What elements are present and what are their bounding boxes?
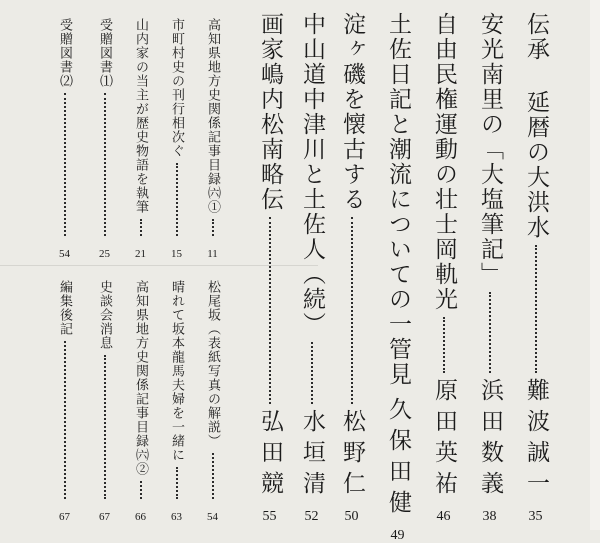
toc-entry-top	[98, 18, 111, 260]
entry-page: 54	[207, 511, 218, 523]
toc-entry-bottom	[98, 280, 111, 523]
page-edge	[590, 0, 600, 530]
entry-page: 35	[528, 509, 543, 524]
entry-page: 11	[207, 248, 218, 260]
toc-entry-bottom	[58, 280, 71, 523]
entry-title: 高知県地方史関係記事目録㈥①	[205, 18, 220, 214]
toc-entry-top	[134, 18, 147, 260]
entry-title: 自由民権運動の壮士岡軌光	[431, 12, 457, 312]
dot-leader	[140, 219, 142, 236]
entry-title: 晴れて坂本龍馬夫婦を一緒に	[169, 280, 184, 462]
toc-entry-bottom	[206, 280, 219, 523]
entry-page: 49	[390, 528, 405, 543]
entry-page: 25	[99, 248, 110, 260]
entry-author: 原田英祐	[431, 378, 457, 502]
dot-leader	[64, 93, 66, 236]
entry-title: 淀ヶ磯を懐古する	[339, 12, 365, 212]
entry-page: 67	[59, 511, 70, 523]
toc-entry-top	[170, 18, 183, 260]
toc-entry-main	[385, 12, 411, 543]
entry-title: 土佐日記と潮流についての一管見	[385, 12, 411, 387]
entry-title: 伝承 延暦の大洪水	[523, 12, 549, 240]
entry-page: 54	[59, 248, 70, 260]
toc-entry-main	[300, 12, 323, 524]
entry-author: 松野仁	[339, 409, 365, 502]
toc-entry-main	[258, 12, 281, 524]
entry-author: 久保田健	[385, 397, 411, 521]
entry-page: 52	[304, 509, 319, 524]
entry-page: 63	[171, 511, 182, 523]
dot-leader	[311, 342, 313, 404]
entry-title: 高知県地方史関係記事目録㈥②	[133, 280, 148, 476]
entry-title: 安光南里の「大塩筆記」	[477, 12, 503, 287]
entry-title: 受贈図書⑴	[97, 18, 112, 88]
toc-entry-main	[478, 12, 501, 524]
entry-page: 55	[262, 509, 277, 524]
entry-title: 中山道中津川と土佐人（続）	[299, 12, 325, 337]
toc-entry-bottom	[134, 280, 147, 523]
entry-title: 松尾坂（表紙写真の解説）	[205, 280, 220, 448]
toc-entry-main	[340, 12, 363, 524]
entry-page: 46	[436, 509, 451, 524]
entry-title: 編集後記	[57, 280, 72, 336]
dot-leader	[443, 317, 445, 373]
entry-page: 67	[99, 511, 110, 523]
entry-title: 画家嶋内松南略伝	[257, 12, 283, 212]
toc-entry-main	[524, 12, 547, 524]
entry-author: 難波誠一	[523, 378, 549, 502]
dot-leader	[489, 292, 491, 373]
dot-leader	[176, 163, 178, 236]
dot-leader	[104, 93, 106, 236]
dot-leader	[212, 453, 214, 499]
dot-leader	[140, 481, 142, 499]
entry-author: 浜田数義	[477, 378, 503, 502]
entry-page: 15	[171, 248, 182, 260]
dot-leader	[104, 355, 106, 499]
toc-entry-main	[432, 12, 455, 524]
dot-leader	[212, 219, 214, 236]
entry-title: 山内家の当主が歴史物語を執筆	[133, 18, 148, 214]
dot-leader	[351, 217, 353, 404]
toc-entry-bottom	[170, 280, 183, 523]
entry-author: 弘田競	[257, 409, 283, 502]
entry-title: 史談会消息	[97, 280, 112, 350]
dot-leader	[64, 341, 66, 499]
dot-leader	[535, 245, 537, 373]
entry-page: 66	[135, 511, 146, 523]
entry-title: 市町村史の刊行相次ぐ	[169, 18, 184, 158]
entry-page: 38	[482, 509, 497, 524]
toc-entry-top	[206, 18, 219, 260]
dot-leader	[176, 467, 178, 499]
entry-author: 水垣清	[299, 409, 325, 502]
entry-page: 21	[135, 248, 146, 260]
entry-title: 受贈図書⑵	[57, 18, 72, 88]
dot-leader	[269, 217, 271, 404]
entry-page: 50	[344, 509, 359, 524]
toc-entry-top	[58, 18, 71, 260]
